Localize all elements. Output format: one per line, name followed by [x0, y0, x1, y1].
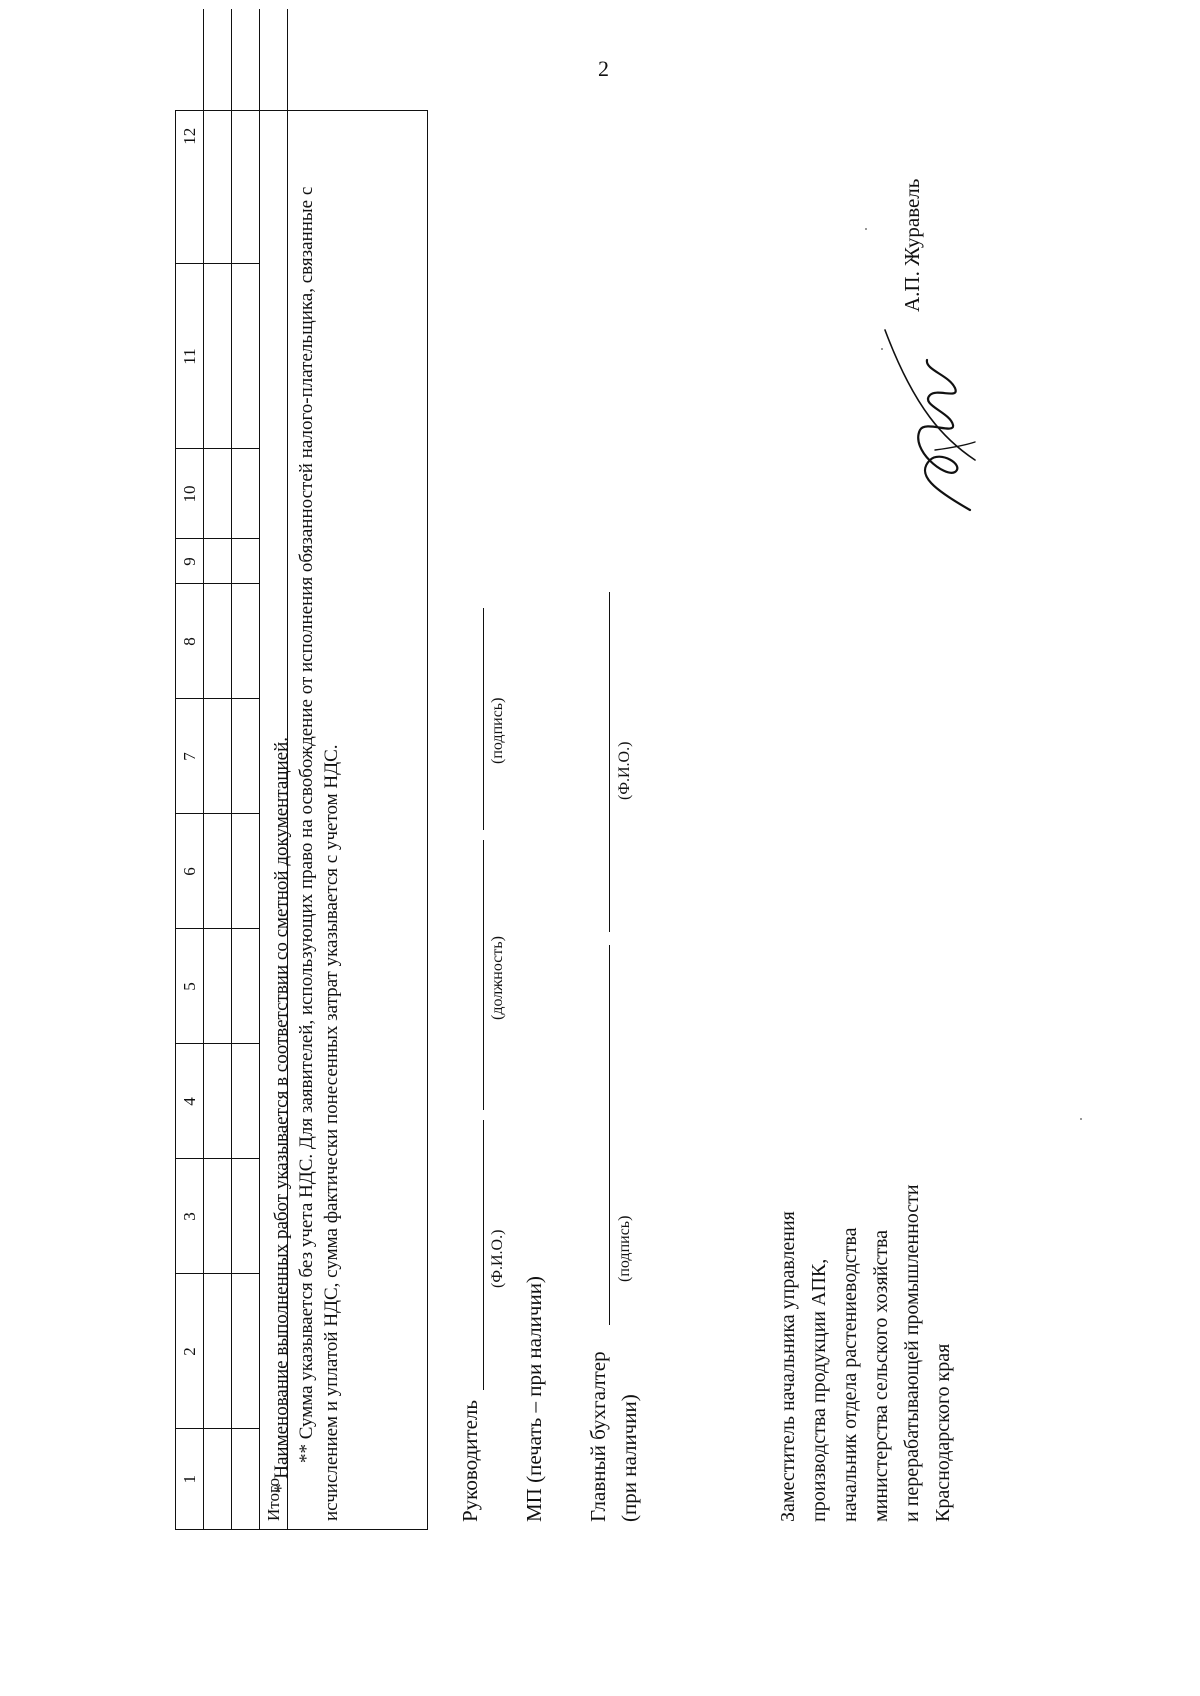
approver-title — [773, 962, 959, 1522]
table-cell — [204, 1044, 232, 1159]
accountant-name-line — [609, 592, 610, 932]
table-cell — [232, 449, 260, 539]
head-label: Руководитель — [458, 1400, 482, 1522]
head-signature-caption: (подпись) — [489, 697, 506, 764]
accountant-signature-line — [609, 945, 610, 1325]
column-number: 5 — [176, 929, 204, 1044]
scan-speck — [865, 228, 867, 230]
approver-title-line: начальник отдела растениеводства — [839, 1227, 861, 1522]
approver-title-line: производства продукции АПК, — [808, 1258, 830, 1522]
approver-name: А.П. Журавель — [900, 178, 924, 312]
table-cell — [204, 929, 232, 1044]
table-cell — [232, 1274, 260, 1429]
table-header-row — [176, 9, 204, 1529]
table-cell — [204, 539, 232, 584]
approver-title-line: и перерабатывающей промышленности — [901, 1184, 923, 1522]
head-position-caption: (должность) — [489, 936, 506, 1020]
accountant-label-note: (при наличии) — [617, 1394, 641, 1522]
approver-title-line: Заместитель начальника управления — [777, 1211, 799, 1522]
stamp-label: МП (печать – при наличии) — [522, 1276, 546, 1522]
table-footnotes — [269, 126, 344, 1521]
column-number: 2 — [176, 1274, 204, 1429]
column-number: 10 — [176, 449, 204, 539]
table-cell — [232, 929, 260, 1044]
rotated-form-content — [175, 127, 1175, 1530]
head-name-line — [483, 1120, 484, 1390]
table-cell — [204, 1274, 232, 1429]
footnote-2: ** Сумма указывается без учета НДС. Для заявителей, использующих право на освобождение от исполнения обязанностей налого-плательщика, связанные с исчислением и уплатой НДС, сумма фактически понесенных затрат указывается с учетом НДС. — [296, 186, 342, 1521]
table-cell — [204, 449, 232, 539]
table-cell — [204, 9, 232, 264]
column-number: 6 — [176, 814, 204, 929]
column-number: 7 — [176, 699, 204, 814]
column-number: 8 — [176, 584, 204, 699]
table-cell — [232, 539, 260, 584]
table-cell — [232, 814, 260, 929]
accountant-label: Главный бухгалтер — [586, 1351, 610, 1522]
column-number: 3 — [176, 1159, 204, 1274]
accountant-name-caption: (Ф.И.О.) — [616, 741, 633, 800]
table-cell — [204, 814, 232, 929]
table-cell — [232, 1429, 260, 1529]
column-number: 12 — [176, 9, 204, 264]
table-cell — [204, 264, 232, 449]
table-cell — [232, 9, 260, 264]
table-cell — [232, 699, 260, 814]
head-signature-line — [483, 608, 484, 830]
approver-title-line: Краснодарского края — [932, 1343, 954, 1522]
table-cell — [204, 584, 232, 699]
column-number: 9 — [176, 539, 204, 584]
page-number: 2 — [598, 56, 609, 81]
scan-speck — [881, 348, 883, 350]
table-cell — [232, 264, 260, 449]
table-cell — [232, 1044, 260, 1159]
expenses-table-frame — [175, 110, 428, 1530]
handwritten-signature — [875, 320, 995, 520]
footnote-1: * Наименование выполненных работ указывается в соответствии со сметной документацией. — [271, 736, 292, 1493]
table-cell — [204, 1159, 232, 1274]
head-position-line — [483, 840, 484, 1110]
head-name-caption: (Ф.И.О.) — [489, 1229, 506, 1288]
table-row — [232, 9, 260, 1529]
table-row — [204, 9, 232, 1529]
table-cell — [204, 699, 232, 814]
table-cell — [232, 584, 260, 699]
column-number: 1 — [176, 1429, 204, 1529]
column-number: 4 — [176, 1044, 204, 1159]
total-label: Итого — [260, 9, 288, 1529]
column-number: 11 — [176, 264, 204, 449]
accountant-signature-caption: (подпись) — [616, 1215, 633, 1282]
table-cell — [232, 1159, 260, 1274]
approver-title-line: министерства сельского хозяйства — [870, 1229, 892, 1522]
table-cell — [204, 1429, 232, 1529]
scan-speck — [1080, 1118, 1082, 1120]
